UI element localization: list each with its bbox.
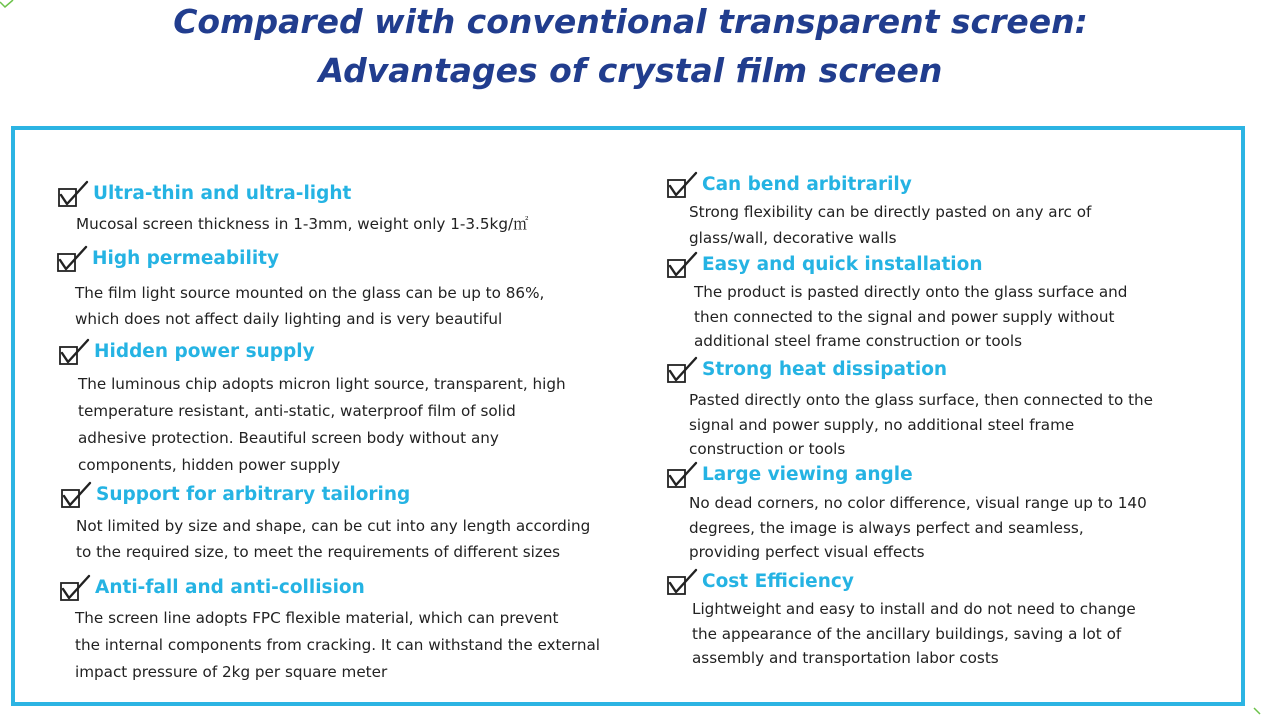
check-box-icon (666, 568, 700, 598)
check-box-icon (666, 461, 700, 491)
corner-decoration-icon (1253, 707, 1261, 715)
advantage-description: Pasted directly onto the glass surface, then connected to the signal and power supply, no additional steel frame construction or tools (689, 391, 1153, 458)
advantage-description: The product is pasted directly onto the glass surface and then connected to the signal and power supply without additional steel frame construction or tools (694, 283, 1128, 350)
page-title-line-2: Advantages of crystal film screen (318, 51, 943, 90)
advantage-description: Strong flexibility can be directly pasted on any arc of glass/wall, decorative walls (689, 203, 1092, 247)
advantage-heading: High permeability (92, 248, 280, 269)
advantage-heading: Easy and quick installation (702, 254, 983, 275)
check-box-icon (56, 245, 90, 275)
advantage-heading: Cost Efficiency (702, 571, 854, 592)
advantage-description: Lightweight and easy to install and do not need to change the appearance of the ancillary buildings, saving a lot of assembly and transportation labor costs (692, 600, 1136, 667)
advantage-description: The screen line adopts FPC flexible material, which can prevent the internal components from cracking. It can withstand the external impact pressure of 2kg per square meter (75, 609, 600, 681)
check-box-icon (666, 251, 700, 281)
check-box-icon (59, 574, 93, 604)
advantage-heading: Ultra-thin and ultra-light (93, 183, 352, 204)
advantage-description: The luminous chip adopts micron light source, transparent, high temperature resistant, anti-static, waterproof film of solid adhesive protection. Beautiful screen body without any components, hidden power supply (78, 375, 566, 474)
check-box-icon (58, 338, 92, 368)
advantage-description: No dead corners, no color difference, visual range up to 140 degrees, the image is always perfect and seamless, providing perfect visual effects (689, 494, 1147, 561)
advantage-heading: Large viewing angle (702, 464, 913, 485)
check-box-icon (666, 356, 700, 386)
advantage-heading: Support for arbitrary tailoring (96, 484, 411, 505)
advantage-heading: Hidden power supply (94, 341, 315, 362)
advantage-heading: Anti-fall and anti-collision (95, 577, 365, 598)
advantage-heading: Strong heat dissipation (702, 359, 948, 380)
advantage-description: The film light source mounted on the glass can be up to 86%, which does not affect daily lighting and is very beautiful (75, 284, 545, 328)
check-box-icon (60, 481, 94, 511)
advantage-description: Mucosal screen thickness in 1-3mm, weight only 1-3.5kg/㎡ (76, 215, 529, 233)
page-title-line-1: Compared with conventional transparent screen: (173, 2, 1088, 41)
advantage-heading: Can bend arbitrarily (702, 174, 912, 195)
advantage-description: Not limited by size and shape, can be cut into any length according to the required size, to meet the requirements of different sizes (76, 517, 591, 561)
check-box-icon (57, 180, 91, 210)
check-box-icon (666, 171, 700, 201)
